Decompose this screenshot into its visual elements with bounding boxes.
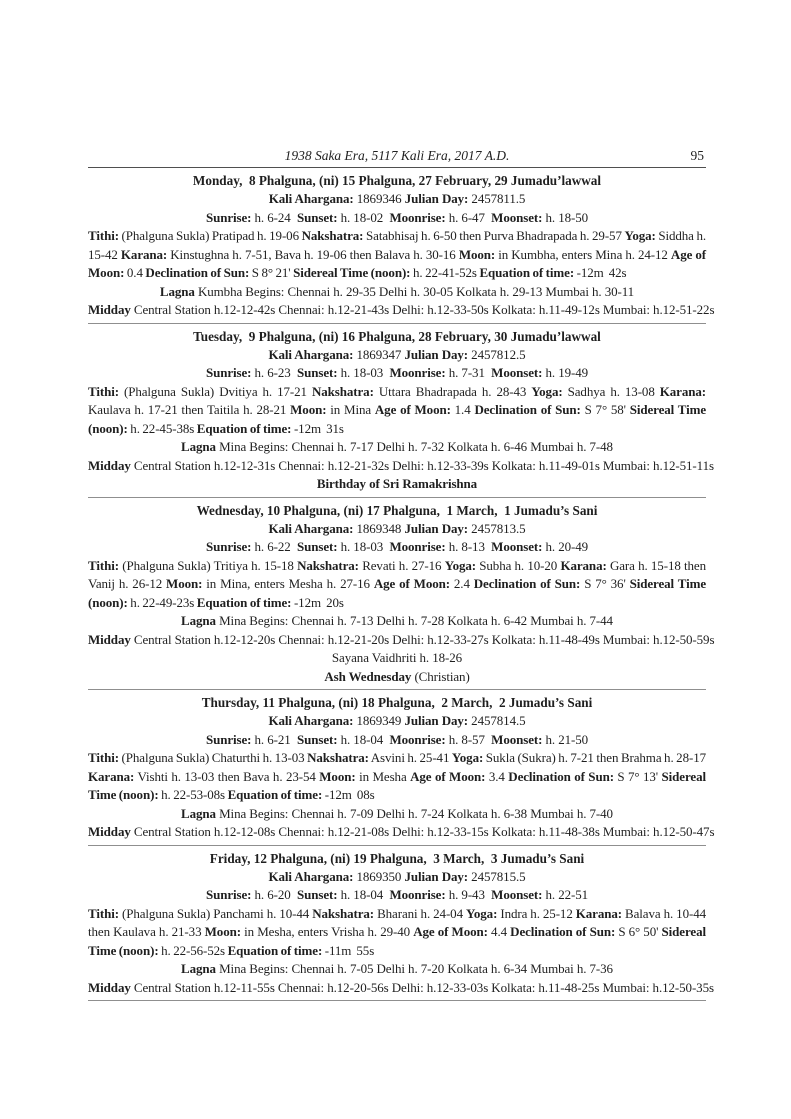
page-number: 95 <box>690 148 704 163</box>
tithi-details-line: Tithi: (Phalguna Sukla) Panchami h. 10-44 Nakshatra: Bharani h. 24-04 Yoga: Indra h. 25-12 Karana: Balava h. 10-44 then Kaulava h. 21-33 Moon: in Mesha, enters Vrisha h. 29-40 Age of Moon: 4.4 Declination of Sun: S 6° 50' Sidereal Time (noon): h. 22-56-52s Equation of time: -11m 55s <box>88 905 707 958</box>
day-entry <box>88 168 715 323</box>
sun-moon-times-line: Sunrise: h. 6-20 Sunset: h. 18-04 Moonrise: h. 9-43 Moonset: h. 22-51 <box>205 887 589 902</box>
kali-ahargana-line: Kali Ahargana: 1869346 Julian Day: 2457811.5 <box>268 191 526 206</box>
midday-line: Midday Central Station h.12-12-08s Chennai: h.12-21-08s Delhi: h.12-33-15s Kolkata: h.11-48-38s Mumbai: h.12-50-47s <box>88 824 715 839</box>
tithi-details-line: Tithi: (Phalguna Sukla) Dvitiya h. 17-21 Nakshatra: Uttara Bhadrapada h. 28-43 Yoga: Sadhya h. 13-08 Karana: Kaulava h. 17-21 then Taitila h. 28-21 Moon: in Mina Age of Moon: 1.4 Declination of Sun: S 7° 58' Sidereal Time (noon): h. 22-45-38s Equation of time: -12m 31s <box>88 383 707 436</box>
kali-ahargana-line: Kali Ahargana: 1869349 Julian Day: 2457814.5 <box>268 713 526 728</box>
day-entry <box>88 324 714 497</box>
day-entries <box>88 168 715 1001</box>
lagna-line: Lagna Mina Begins: Chennai h. 7-13 Delhi h. 7-28 Kolkata h. 6-42 Mumbai h. 7-44 <box>181 613 613 628</box>
sayana-line: Sayana Vaidhriti h. 18-26 <box>331 650 463 665</box>
sun-moon-times-line: Sunrise: h. 6-22 Sunset: h. 18-03 Moonrise: h. 8-13 Moonset: h. 20-49 <box>205 539 589 554</box>
festival-line: Birthday of Sri Ramakrishna <box>316 476 478 491</box>
lagna-line: Lagna Kumbha Begins: Chennai h. 29-35 Delhi h. 30-05 Kolkata h. 29-13 Mumbai h. 30-11 <box>159 283 635 299</box>
day-title: Thursday, 11 Phalguna, (ni) 18 Phalguna, 2 March, 2 Jumadu’s Sani <box>201 695 593 710</box>
day-title: Wednesday, 10 Phalguna, (ni) 17 Phalguna, 1 March, 1 Jumadu’s Sani <box>196 502 598 518</box>
section-divider <box>88 1000 706 1001</box>
day-entry <box>88 690 715 845</box>
midday-line: Midday Central Station h.12-12-42s Chennai: h.12-21-43s Delhi: h.12-33-50s Kolkata: h.11-49-12s Mumbai: h.12-51-22s <box>88 302 715 317</box>
day-title: Monday, 8 Phalguna, (ni) 15 Phalguna, 27 February, 29 Jumadu’lawwal <box>192 173 602 188</box>
midday-line: Midday Central Station h.12-12-31s Chennai: h.12-21-32s Delhi: h.12-33-39s Kolkata: h.11-49-01s Mumbai: h.12-51-11s <box>88 457 714 473</box>
sun-moon-times-line: Sunrise: h. 6-23 Sunset: h. 18-03 Moonrise: h. 7-31 Moonset: h. 19-49 <box>205 365 589 380</box>
tithi-details-line: Tithi: (Phalguna Sukla) Chaturthi h. 13-03 Nakshatra: Asvini h. 25-41 Yoga: Sukla (Sukra) h. 7-21 then Brahma h. 28-17 Karana: Vishti h. 13-03 then Bava h. 23-54 Moon: in Mesha Age of Moon: 3.4 Declination of Sun: S 7° 13' Sidereal Time (noon): h. 22-53-08s Equation of time: -12m 08s <box>88 750 706 802</box>
festival-line: Ash Wednesday (Christian) <box>324 668 470 684</box>
page-header <box>88 146 706 165</box>
tithi-details-line: Tithi: (Phalguna Sukla) Tritiya h. 15-18 Nakshatra: Revati h. 27-16 Yoga: Subha h. 10-20 Karana: Gara h. 15-18 then Vanij h. 26-12 Moon: in Mina, enters Mesha h. 27-16 Age of Moon: 2.4 Declination of Sun: S 7° 36' Sidereal Time (noon): h. 22-49-23s Equation of time: -12m 20s <box>88 557 706 610</box>
day-title: Friday, 12 Phalguna, (ni) 19 Phalguna, 3 March, 3 Jumadu’s Sani <box>209 850 585 866</box>
kali-ahargana-line: Kali Ahargana: 1869348 Julian Day: 2457813.5 <box>268 520 526 536</box>
midday-line: Midday Central Station h.12-11-55s Chennai: h.12-20-56s Delhi: h.12-33-03s Kolkata: h.11-48-25s Mumbai: h.12-50-35s <box>88 979 714 995</box>
day-title: Tuesday, 9 Phalguna, (ni) 16 Phalguna, 28 February, 30 Jumadu’lawwal <box>193 328 601 344</box>
lagna-line: Lagna Mina Begins: Chennai h. 7-05 Delhi h. 7-20 Kolkata h. 6-34 Mumbai h. 7-36 <box>181 961 613 976</box>
kali-ahargana-line: Kali Ahargana: 1869350 Julian Day: 2457815.5 <box>268 868 526 884</box>
sun-moon-times-line: Sunrise: h. 6-24 Sunset: h. 18-02 Moonrise: h. 6-47 Moonset: h. 18-50 <box>205 209 589 225</box>
day-entry <box>88 846 714 1001</box>
day-entry <box>88 498 715 690</box>
lagna-line: Lagna Mina Begins: Chennai h. 7-17 Delhi h. 7-32 Kolkata h. 6-46 Mumbai h. 7-48 <box>181 439 613 454</box>
tithi-details-line: Tithi: (Phalguna Sukla) Pratipad h. 19-06 Nakshatra: Satabhisaj h. 6-50 then Purva Bhadrapada h. 29-57 Yoga: Siddha h. 15-42 Karana: Kinstughna h. 7-51, Bava h. 19-06 then Balava h. 30-16 Moon: in Kumbha, enters Mina h. 24-12 Age of Moon: 0.4 Declination of Sun: S 8° 21' Sidereal Time (noon): h. 22-41-52s Equation of time: -12m 42s <box>88 228 707 280</box>
era-heading: 1938 Saka Era, 5117 Kali Era, 2017 A.D. <box>284 148 510 163</box>
midday-line: Midday Central Station h.12-12-20s Chennai: h.12-21-20s Delhi: h.12-33-27s Kolkata: h.11-48-49s Mumbai: h.12-50-59s <box>88 631 715 647</box>
lagna-line: Lagna Mina Begins: Chennai h. 7-09 Delhi h. 7-24 Kolkata h. 6-38 Mumbai h. 7-40 <box>181 805 613 821</box>
sun-moon-times-line: Sunrise: h. 6-21 Sunset: h. 18-04 Moonrise: h. 8-57 Moonset: h. 21-50 <box>205 731 589 747</box>
kali-ahargana-line: Kali Ahargana: 1869347 Julian Day: 2457812.5 <box>268 346 526 362</box>
page-content <box>88 146 715 1001</box>
